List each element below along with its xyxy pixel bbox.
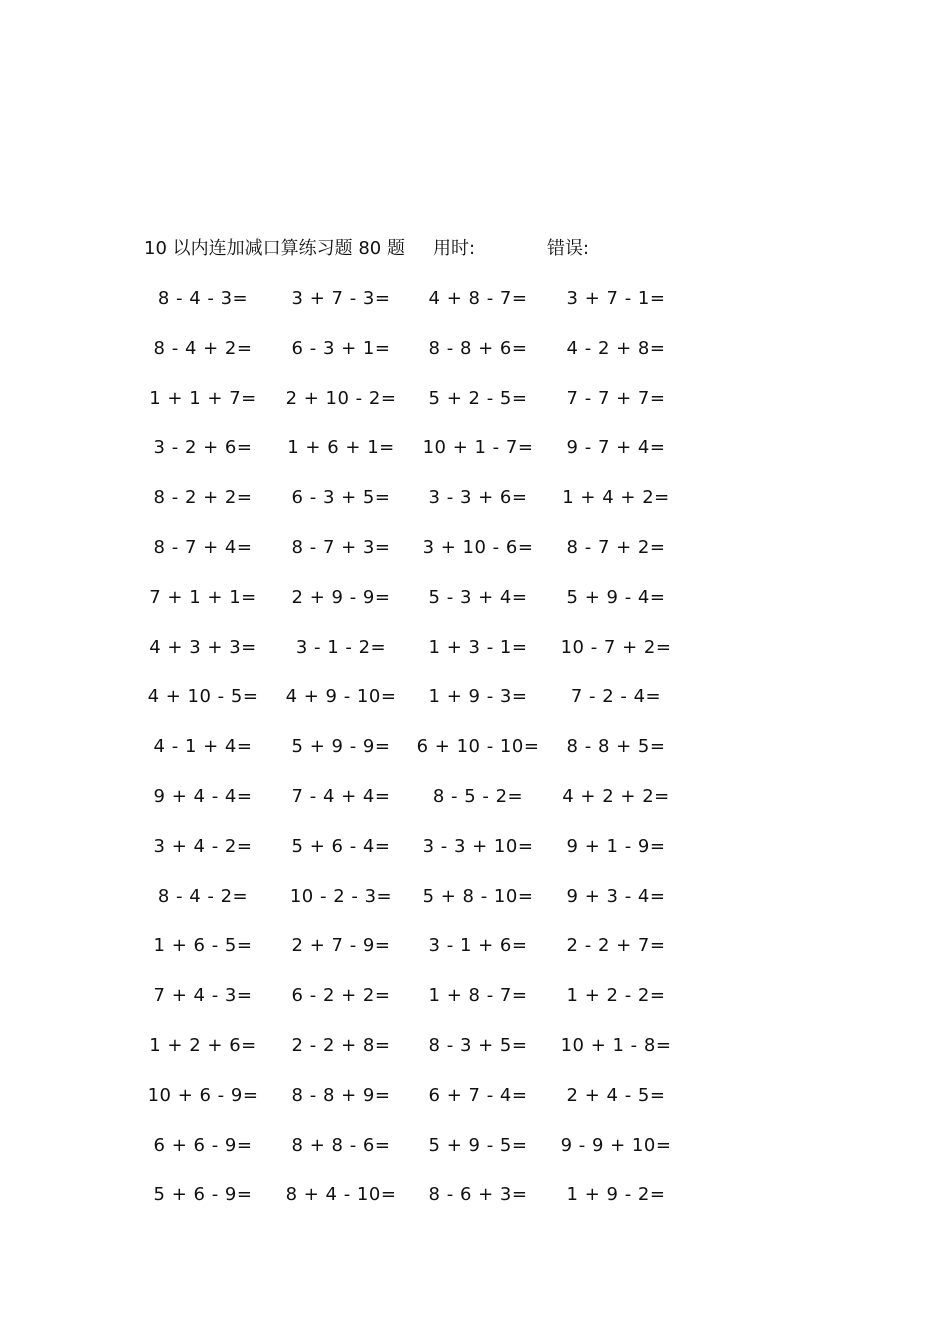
arithmetic-problem: 1 + 9 - 2=	[566, 1184, 666, 1206]
arithmetic-problem: 4 + 10 - 5=	[147, 686, 259, 708]
problem-row	[0, 1181, 950, 1231]
problem-row	[0, 733, 950, 783]
arithmetic-problem: 8 + 4 - 10=	[285, 1184, 397, 1206]
problem-row	[0, 385, 950, 435]
arithmetic-problem: 10 - 7 + 2=	[560, 636, 672, 658]
problem-row	[0, 1132, 950, 1182]
arithmetic-problem: 8 - 2 + 2=	[153, 487, 253, 509]
arithmetic-problem: 10 + 6 - 9=	[147, 1084, 259, 1106]
arithmetic-problem: 3 - 2 + 6=	[153, 437, 253, 459]
problem-row	[0, 783, 950, 833]
arithmetic-problem: 2 + 10 - 2=	[285, 387, 397, 409]
problem-row	[0, 484, 950, 534]
arithmetic-problem: 7 - 2 - 4=	[570, 686, 662, 708]
problem-row	[0, 634, 950, 684]
arithmetic-problem: 2 + 9 - 9=	[291, 586, 391, 608]
arithmetic-problem: 4 + 8 - 7=	[428, 288, 528, 309]
arithmetic-problem: 8 - 3 + 5=	[428, 1034, 528, 1056]
arithmetic-problem: 8 - 4 - 2=	[157, 885, 249, 907]
arithmetic-problem: 8 - 5 - 2=	[432, 785, 524, 807]
arithmetic-problem: 1 + 1 + 7=	[149, 387, 257, 409]
arithmetic-problem: 9 - 9 + 10=	[560, 1134, 672, 1156]
problem-row	[0, 584, 950, 634]
arithmetic-problem: 8 - 4 - 3=	[157, 288, 249, 309]
arithmetic-problem: 6 + 7 - 4=	[428, 1084, 528, 1106]
arithmetic-problem: 2 - 2 + 7=	[566, 935, 666, 957]
arithmetic-problem: 4 - 2 + 8=	[566, 337, 666, 359]
arithmetic-problem: 3 - 3 + 6=	[428, 487, 528, 509]
worksheet-title: 10 以内连加减口算练习题 80 题	[144, 238, 405, 259]
arithmetic-problem: 7 + 4 - 3=	[153, 985, 253, 1007]
arithmetic-problem: 7 - 4 + 4=	[291, 785, 391, 807]
arithmetic-problem: 3 - 1 - 2=	[295, 636, 387, 658]
arithmetic-problem: 10 - 2 - 3=	[289, 885, 393, 907]
arithmetic-problem: 1 + 6 - 5=	[153, 935, 253, 957]
arithmetic-problem: 5 + 8 - 10=	[422, 885, 534, 907]
arithmetic-problem: 1 + 6 + 1=	[287, 437, 395, 459]
arithmetic-problem: 6 + 10 - 10=	[416, 736, 540, 758]
problem-row	[0, 683, 950, 733]
problem-row	[0, 335, 950, 385]
arithmetic-problem: 2 - 2 + 8=	[291, 1034, 391, 1056]
errors-label: 错误:	[547, 238, 590, 259]
arithmetic-problem: 10 + 1 - 8=	[560, 1034, 672, 1056]
problem-row	[0, 833, 950, 883]
arithmetic-problem: 1 + 8 - 7=	[428, 985, 528, 1007]
arithmetic-problem: 3 + 7 - 1=	[566, 288, 666, 309]
problem-row	[0, 932, 950, 982]
arithmetic-problem: 9 - 7 + 4=	[566, 437, 666, 459]
arithmetic-problem: 8 - 4 + 2=	[153, 337, 253, 359]
arithmetic-problem: 1 + 3 - 1=	[428, 636, 528, 658]
arithmetic-problem: 4 - 1 + 4=	[153, 736, 253, 758]
arithmetic-problem: 10 + 1 - 7=	[422, 437, 534, 459]
arithmetic-problem: 3 - 3 + 10=	[422, 835, 534, 857]
arithmetic-problem: 5 - 3 + 4=	[428, 586, 528, 608]
arithmetic-problem: 3 - 1 + 6=	[428, 935, 528, 957]
problem-row	[0, 534, 950, 584]
arithmetic-problem: 5 + 6 - 4=	[291, 835, 391, 857]
arithmetic-problem: 8 - 8 + 6=	[428, 337, 528, 359]
arithmetic-problem: 7 - 7 + 7=	[566, 387, 666, 409]
arithmetic-problem: 5 + 2 - 5=	[428, 387, 528, 409]
arithmetic-problem: 1 + 2 + 6=	[149, 1034, 257, 1056]
arithmetic-problem: 4 + 3 + 3=	[149, 636, 257, 658]
problem-grid	[0, 285, 950, 1231]
arithmetic-problem: 4 + 9 - 10=	[285, 686, 397, 708]
arithmetic-problem: 9 + 4 - 4=	[153, 785, 253, 807]
arithmetic-problem: 6 - 3 + 5=	[291, 487, 391, 509]
arithmetic-problem: 3 + 7 - 3=	[291, 288, 391, 309]
arithmetic-problem: 8 - 7 + 2=	[566, 536, 666, 558]
arithmetic-problem: 6 + 6 - 9=	[153, 1134, 253, 1156]
arithmetic-problem: 1 + 9 - 3=	[428, 686, 528, 708]
arithmetic-problem: 8 + 8 - 6=	[291, 1134, 391, 1156]
arithmetic-problem: 2 + 4 - 5=	[566, 1084, 666, 1106]
problem-row	[0, 1082, 950, 1132]
arithmetic-problem: 8 - 8 + 5=	[566, 736, 666, 758]
arithmetic-problem: 3 + 10 - 6=	[422, 536, 534, 558]
arithmetic-problem: 1 + 2 - 2=	[566, 985, 666, 1007]
arithmetic-problem: 8 - 6 + 3=	[428, 1184, 528, 1206]
problem-row	[0, 285, 950, 335]
arithmetic-problem: 5 + 6 - 9=	[153, 1184, 253, 1206]
arithmetic-problem: 9 + 1 - 9=	[566, 835, 666, 857]
arithmetic-problem: 6 - 2 + 2=	[291, 985, 391, 1007]
arithmetic-problem: 4 + 2 + 2=	[562, 785, 670, 807]
time-used-label: 用时:	[433, 238, 476, 259]
arithmetic-problem: 8 - 8 + 9=	[291, 1084, 391, 1106]
arithmetic-problem: 7 + 1 + 1=	[149, 586, 257, 608]
problem-row	[0, 883, 950, 933]
arithmetic-problem: 9 + 3 - 4=	[566, 885, 666, 907]
arithmetic-problem: 6 - 3 + 1=	[291, 337, 391, 359]
arithmetic-problem: 3 + 4 - 2=	[153, 835, 253, 857]
problem-row	[0, 434, 950, 484]
arithmetic-problem: 2 + 7 - 9=	[291, 935, 391, 957]
arithmetic-problem: 8 - 7 + 4=	[153, 536, 253, 558]
arithmetic-problem: 1 + 4 + 2=	[562, 487, 670, 509]
arithmetic-problem: 5 + 9 - 4=	[566, 586, 666, 608]
problem-row	[0, 982, 950, 1032]
problem-row	[0, 1032, 950, 1082]
arithmetic-problem: 8 - 7 + 3=	[291, 536, 391, 558]
arithmetic-problem: 5 + 9 - 9=	[291, 736, 391, 758]
arithmetic-problem: 5 + 9 - 5=	[428, 1134, 528, 1156]
